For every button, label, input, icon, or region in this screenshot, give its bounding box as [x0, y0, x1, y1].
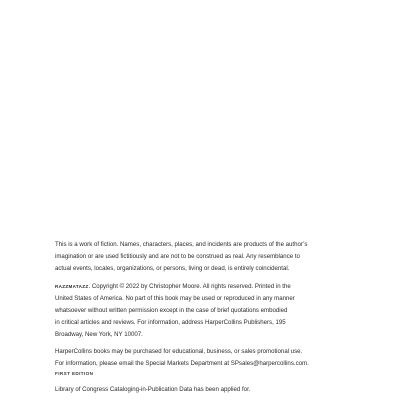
special-markets-line: For information, please email the Special Markets Department at SPsales@harpercollins.com. — [55, 360, 309, 367]
copyright-text-block — [55, 239, 390, 395]
special-markets-line: HarperCollins books may be purchased for educational, business, or sales promotional use. — [55, 348, 303, 355]
cip-data-line: Library of Congress Cataloging-in-Publication Data has been applied for. — [55, 386, 251, 393]
fiction-notice-line: actual events, locales, organizations, or persons, living or dead, is entirely coincidental. — [55, 265, 290, 272]
fiction-notice-line: This is a work of fiction. Names, characters, places, and incidents are products of the author’s — [55, 241, 308, 248]
copyright-notice-line: Broadway, New York, NY 10007. — [55, 331, 143, 338]
copyright-statement: . Copyright © 2022 by Christopher Moore. All rights reserved. Printed in the — [88, 283, 291, 290]
copyright-notice-line — [55, 281, 390, 293]
special-markets-notice — [55, 346, 390, 370]
edition-label: FIRST EDITION — [55, 371, 94, 376]
copyright-notice-line: United States of America. No part of this book may be used or reproduced in any manner — [55, 295, 295, 302]
copyright-notice-line: whatsoever without written permission except in the case of brief quotations embodied — [55, 307, 288, 314]
fiction-notice — [55, 239, 390, 275]
copyright-notice-line: in critical articles and reviews. For information, address HarperCollins Publishers, 195 — [55, 319, 286, 326]
copyright-notice — [55, 281, 390, 341]
book-title: RAZZMATAZZ — [55, 284, 89, 289]
fiction-notice-line: imagination or are used fictitiously and are not to be construed as real. Any resemblance to — [55, 253, 300, 260]
